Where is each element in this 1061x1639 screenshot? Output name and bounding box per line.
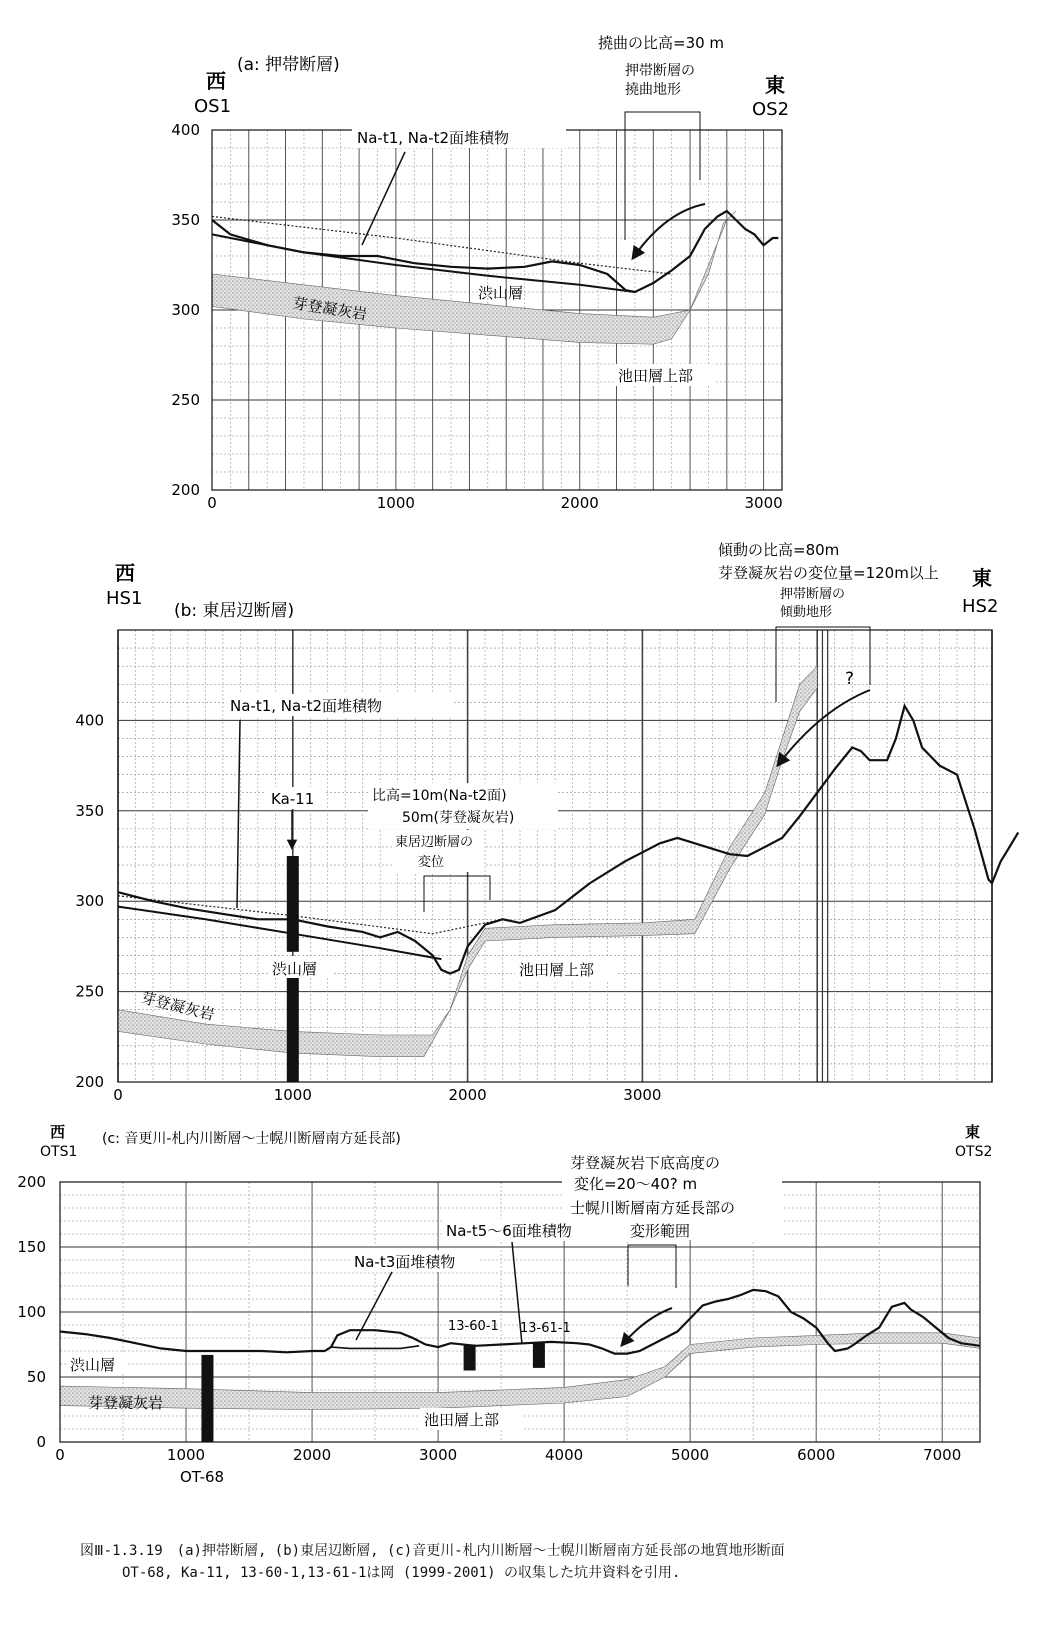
c-x-tick-label: 0 [55, 1446, 65, 1464]
panel-b-west-point: HS1 [106, 588, 143, 609]
c-y-tick-label: 200 [17, 1173, 46, 1191]
panel-c-deform-bracket [628, 1245, 676, 1288]
panel-a-flexure-feature-label-2: 撓曲地形 [625, 82, 681, 98]
a-y-tick-label: 250 [171, 391, 200, 409]
panel-c-deform-label-1: 士幌川断層南方延長部の [570, 1199, 736, 1217]
panel-b-relief-label-1: 比高=10m(Na-t2面) [372, 788, 507, 804]
c-borehole-13-61-1 [533, 1343, 545, 1368]
c-y-tick-label: 0 [36, 1433, 46, 1451]
panel-a-flexure-bracket [625, 112, 700, 240]
c-x-tick-label: 3000 [418, 1446, 458, 1464]
panel-c-west-label: 西 [50, 1123, 66, 1141]
panel-b-terrace-leader [237, 720, 240, 908]
panel-c-title: (c: 音更川-札内川断層～士幌川断層南方延長部) [102, 1131, 401, 1147]
b-borehole-segment [287, 856, 299, 952]
figure-caption-line-1: 図Ⅲ-1.3.19 (a)押帯断層, (b)東居辺断層, (c)音更川-札内川断層～士幌川断層南方延長部の地質地形断面 [80, 1543, 785, 1559]
panel-b-tilt-height-label: 傾動の比高=80m [718, 541, 840, 559]
panel-b-title: (b: 東居辺断層) [174, 601, 295, 621]
panel-b-question-mark: ? [845, 669, 855, 689]
panel-a-west-label: 西 [206, 69, 226, 93]
c-x-tick-label: 5000 [671, 1446, 710, 1464]
panel-c [17, 1123, 992, 1486]
a-x-tick-label: 1000 [376, 494, 415, 512]
panel-b-shibuyama-label: 渋山層 [272, 960, 318, 978]
panel-c-x-ticks [55, 1446, 961, 1464]
b-x-tick-label: 3000 [623, 1086, 662, 1104]
panel-b-east-label: 東 [972, 566, 992, 590]
panel-b-displacement-bracket [424, 876, 490, 912]
a-x-tick-label: 2000 [560, 494, 599, 512]
a-y-tick-label: 350 [171, 211, 200, 229]
panel-a-ikeda-label: 池田層上部 [618, 367, 694, 385]
panel-c-west-point: OTS1 [40, 1144, 78, 1160]
panel-a-flexure-feature-label-1: 押帯断層の [625, 63, 695, 79]
panel-b-tuff-label: 芽登凝灰岩 [139, 988, 217, 1025]
panel-b-west-label: 西 [115, 561, 135, 585]
b-x-tick-label: 1000 [273, 1086, 312, 1104]
panel-a-tuff-band [212, 211, 736, 344]
panel-b-relief-label-2: 50m(芽登凝灰岩) [402, 810, 515, 826]
panel-c-ikeda-label: 池田層上部 [424, 1411, 500, 1429]
panel-a-y-ticks [171, 121, 200, 499]
c-x-tick-label: 2000 [292, 1446, 332, 1464]
panel-c-borehole-label-13-61-1: 13-61-1 [520, 1321, 571, 1336]
c-y-tick-label: 100 [17, 1303, 46, 1321]
b-x-tick-label: 2000 [448, 1086, 487, 1104]
b-y-tick-label: 250 [75, 982, 104, 1001]
panel-c-tuff-change-label-2: 変化=20～40? m [574, 1175, 698, 1193]
panel-b-tuff-displacement-label: 芽登凝灰岩の変位量=120m以上 [718, 564, 939, 582]
c-borehole-ot-68 [201, 1355, 213, 1442]
panel-c-tuff-change-label-1: 芽登凝灰岩下底高度の [570, 1154, 721, 1172]
a-x-tick-label: 0 [207, 494, 217, 512]
panel-a-east-label: 東 [765, 73, 785, 97]
panel-c-y-ticks [17, 1173, 46, 1451]
b-borehole-segment [287, 977, 299, 1082]
a-y-tick-label: 200 [171, 481, 200, 499]
a-y-tick-label: 300 [171, 301, 200, 319]
panel-a-shibuyama-label: 渋山層 [478, 284, 524, 302]
panel-a-tuff-label: 芽登凝灰岩 [291, 294, 369, 324]
panel-a-title: (a: 押帯断層) [237, 55, 340, 75]
panel-c-shibuyama-label: 渋山層 [70, 1356, 116, 1374]
b-y-tick-label: 350 [75, 801, 104, 820]
c-y-tick-label: 150 [17, 1238, 46, 1256]
panel-b-tilt-feature-label-2: 傾動地形 [780, 605, 833, 620]
panel-a-flexure-height-label: 撓曲の比高=30 m [598, 34, 725, 52]
c-borehole-13-60-1 [464, 1345, 476, 1371]
c-x-tick-label: 1000 [166, 1446, 206, 1464]
panel-a [171, 34, 789, 512]
b-y-tick-label: 200 [75, 1073, 104, 1091]
panel-a-west-point: OS1 [194, 96, 232, 117]
panel-a-x-ticks [207, 494, 782, 512]
panel-b-y-ticks [75, 711, 104, 1091]
panel-b-tilt-feature-label-1: 押帯断層の [780, 587, 846, 602]
panel-b-terrace-label: Na-t1, Na-t2面堆積物 [230, 697, 383, 715]
c-x-tick-label: 7000 [923, 1446, 962, 1464]
panel-b-ikeda-label: 池田層上部 [519, 961, 595, 979]
panel-a-terrace-label: Na-t1, Na-t2面堆積物 [357, 129, 510, 147]
a-x-tick-label: 3000 [744, 494, 783, 512]
c-x-tick-label: 4000 [545, 1446, 584, 1464]
panel-c-nat3-label: Na-t3面堆積物 [354, 1253, 456, 1271]
b-x-tick-label: 0 [113, 1086, 123, 1104]
figure-caption-line-2: OT-68, Ka-11, 13-60-1,13-61-1は岡 (1999-2001) の収集した坑井資料を引用. [122, 1565, 681, 1581]
panel-c-east-label: 東 [965, 1123, 981, 1141]
panel-c-deform-label-2: 変形範囲 [630, 1222, 691, 1240]
c-x-tick-label: 6000 [797, 1446, 836, 1464]
panel-c-east-point: OTS2 [955, 1144, 993, 1160]
panel-c-borehole-label-13-60-1: 13-60-1 [448, 1319, 499, 1334]
panel-c-tuff-label: 芽登凝灰岩 [88, 1394, 164, 1412]
panel-b-x-ticks [113, 1086, 661, 1104]
panel-c-nat56-label: Na-t5～6面堆積物 [446, 1222, 572, 1240]
panel-c-borehole-label-ot-68: OT-68 [180, 1468, 225, 1486]
panel-a-east-point: OS2 [752, 99, 790, 120]
c-y-tick-label: 50 [26, 1368, 46, 1386]
panel-b [75, 541, 1018, 1104]
b-y-tick-label: 300 [75, 892, 104, 911]
panel-b-borehole-label: Ka-11 [271, 790, 315, 808]
panel-c-deform-arrow [622, 1308, 672, 1345]
b-y-tick-label: 400 [75, 711, 104, 730]
panel-b-displacement-label-1: 東居辺断層の [395, 835, 474, 850]
a-y-tick-label: 400 [171, 121, 200, 139]
panel-b-east-point: HS2 [962, 596, 999, 617]
panel-b-displacement-label-2: 変位 [418, 855, 445, 870]
